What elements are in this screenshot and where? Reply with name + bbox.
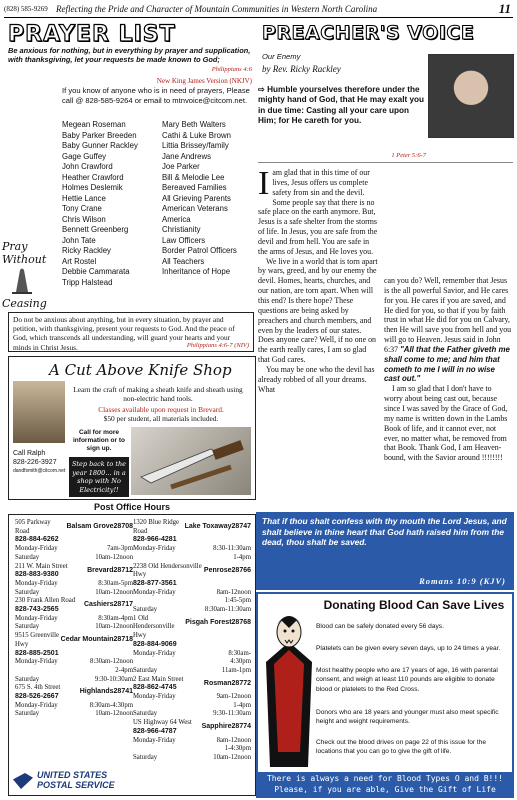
blood-ad-p3: Most healthy people who are 17 years of age, 16 with parental consent, and weigh at least 110 pounds are eligible to donate blood or platelets to the Red Cross. <box>316 667 498 693</box>
pray-without-ceasing-image <box>2 238 47 310</box>
post-office-name-text: Sapphire <box>201 723 232 731</box>
usps-logo <box>13 771 125 793</box>
post-office-hours-row <box>133 710 251 719</box>
post-office-address: 675 S. 4th Street <box>15 684 61 692</box>
post-office-address: 211 W. Main Street <box>15 562 68 570</box>
prayer-name: Inheritance of Hope <box>162 267 231 276</box>
post-office-column-left <box>15 519 133 719</box>
article-col1-p3: You may be one who the devil has already robbed of all your dreams. What <box>258 364 375 394</box>
prayer-name: All Teachers <box>162 256 205 266</box>
post-office-address: 1 Old Hendersonville Hwy <box>133 614 175 640</box>
prayer-name: Heather Crawford <box>62 172 124 182</box>
blood-ad-p5: Check out the blood drives on page 22 of this issue for the locations that you can go to give the gift of life. <box>316 739 487 756</box>
knives-photo <box>131 427 251 495</box>
usps-line1: UNITED STATES <box>37 770 108 780</box>
prayer-name: Jane Andrews <box>162 151 211 161</box>
article-col1-p1: am glad that in this time of our lives, Jesus offers us complete safety from sin and the devil. Some people say that there is no safe place on the earth anymore. But, Jesus is a safe shelter from the storms of life. In Jesus, you are safe from the devil and from hell. You are safe in the arms of Jesus, and He loves you. <box>258 168 378 256</box>
hours-time: 8:30am-4pm <box>98 614 133 622</box>
romans-ref: Romans 10:9 (KJV) <box>419 575 506 586</box>
hours-time: 2-4pm <box>115 666 133 674</box>
prayer-name: Baby Gunner Rackley <box>62 141 138 150</box>
prayer-list-verse-ref: Philippians 4:6 <box>211 66 252 73</box>
romans-text: That if thou shalt confess with thy mouth the Lord Jesus, and shalt believe in thine heart that God hath raised him from the dead, thou shalt be saved. <box>262 516 507 547</box>
post-office-entry <box>15 632 133 684</box>
hours-day: Saturday <box>15 588 40 596</box>
post-office-phone: 828-966-4281 <box>133 536 177 544</box>
hours-time: 10am-12noon <box>95 553 133 561</box>
hours-day: Saturday <box>133 710 158 718</box>
hours-time: 10am-12noon <box>95 623 133 631</box>
hours-day: Saturday <box>15 553 40 561</box>
divider <box>258 162 513 163</box>
post-office-name-text: Rosman <box>203 679 232 687</box>
hours-time: 1:45-5pm <box>224 597 251 605</box>
post-office-name-text: Cedar Mountain <box>60 636 114 644</box>
page-number: 11 <box>498 1 511 16</box>
knife-shop-classes <box>69 405 253 423</box>
post-office-phone: 828-883-9380 <box>15 571 59 579</box>
post-office-hours-row <box>133 597 251 606</box>
prayer-name: Hettie Lance <box>62 193 106 203</box>
eagle-icon <box>13 773 33 789</box>
hours-day: Saturday <box>133 666 158 674</box>
post-office-phone: 828-743-2565 <box>15 606 59 614</box>
post-office-hours-row <box>15 702 133 711</box>
post-office-entry <box>133 563 251 615</box>
preacher-photo <box>428 54 514 138</box>
prayer-name: Joe Parker <box>162 162 200 171</box>
post-office-address: 230 Frank Allen Road <box>15 597 76 605</box>
post-office-entry <box>15 563 133 598</box>
post-office-phone: 828-884-6262 <box>15 536 59 544</box>
hours-time: 8:30-11:30am <box>213 545 251 553</box>
post-office-hours-row <box>15 667 133 676</box>
philippians-text: Do not be anxious about anything, but in every situation, by prayer and petition, with thanksgiving, present your requests to God. And the peace of God, which transcends all understanding, will guard your hearts and your minds in Christ Jesus. <box>13 315 235 352</box>
arrow-icon: ⇨ <box>258 85 268 94</box>
post-office-address: 505 Parkway Road <box>15 519 51 535</box>
prayer-name: Art Rostel <box>62 256 97 266</box>
post-office-hours-row <box>133 606 251 615</box>
hours-time: 8am-12noon <box>216 588 251 596</box>
hours-time: 7am-3pm <box>106 545 133 553</box>
knife-shop-desc: Learn the craft of making a sheath knife and sheath using non-electric hand tools. <box>73 385 243 403</box>
philippians-ref: Philippians 4:6-7 (NIV) <box>186 341 249 349</box>
post-office-zip: 28747 <box>231 523 251 530</box>
article-col1-p2: We live in a world that is torn apart by wars, greed, and by our enemy the devil. Homes, hearts, churches, and our nation, are torn apart. When will this end? Is there hope? These questions are being asked by preachers and church members, and even by the leaders of our states. Does anyone care? Well, if no one on the earth really cares, I am so glad that God cares. <box>258 256 378 365</box>
prayer-name: John Tate <box>62 235 96 245</box>
post-office-hours-row <box>133 589 251 598</box>
hours-time: 10am-12noon <box>213 753 251 761</box>
hours-day: Monday-Friday <box>133 545 176 553</box>
article-column-2 <box>384 276 512 508</box>
post-office-phone: 828-966-4787 <box>133 727 177 735</box>
post-office-zip: 28772 <box>231 679 251 687</box>
craftsman-photo <box>13 381 65 443</box>
blood-ad-p4: Donors who are 18 years and younger must also meet specific height and weight requirements. <box>316 709 499 726</box>
post-office-name-text: Highlands <box>79 688 114 696</box>
post-office-address: 1320 Blue Ridge Road <box>133 519 180 535</box>
hours-day: Saturday <box>15 710 40 718</box>
hours-time: 8:30am- <box>228 649 251 657</box>
post-office-phone: 828-885-2501 <box>15 649 59 657</box>
post-office-hours-row <box>133 745 251 754</box>
blood-ad-p1: Blood can be safely donated every 56 days. <box>316 623 444 630</box>
post-office-name-text: Cashiers <box>83 601 114 609</box>
contact-name: Call Ralph <box>13 450 46 457</box>
hours-time: 1-4pm <box>233 553 251 561</box>
hours-time: 4:30pm <box>230 658 251 666</box>
article-col2-p1: can you do? Well, remember that Jesus is the all powerful Savior, and He cares for you. He cares if you are saved, and He died for you, so that if you by faith trust in what He did for you on Calvary, then He will save you from hell and you will go to Heaven. Jesus said in John 6:37 <box>384 276 512 354</box>
knife-shop-call: Call for more information or to sign up. <box>73 429 125 452</box>
prayer-name: America <box>162 214 191 224</box>
blood-ad-title: Donating Blood Can Save Lives <box>323 598 505 612</box>
post-office-hours-row <box>15 580 133 589</box>
blood-ad-footer-line2: Please, if you are able, Give the Gift of Life <box>274 785 496 794</box>
hours-time: 1-4:30pm <box>224 745 251 753</box>
praying-hands-icon <box>2 266 42 294</box>
vampire-icon <box>264 602 314 772</box>
hours-time: 8am-12noon <box>216 736 251 744</box>
post-office-zip: 28708 <box>113 523 133 530</box>
post-office-hours-row <box>15 710 133 719</box>
hours-day: Monday-Friday <box>15 545 58 553</box>
post-office-column-right <box>133 519 251 763</box>
post-office-address: 2238 Old Hendersonville Hwy <box>133 562 202 579</box>
post-office-zip: 28712 <box>113 566 133 574</box>
post-office-entry <box>15 519 133 563</box>
post-office-zip: 28766 <box>231 566 251 574</box>
header-tagline: Reflecting the Pride and Character of Mountain Communities in Western North Carolina <box>56 4 378 14</box>
prayer-name: Bereaved Families <box>162 183 227 192</box>
prayer-name: Tony Crane <box>62 204 102 213</box>
prayer-name: Bennett Greenberg <box>62 225 129 234</box>
hours-time: 8:30am-4:30pm <box>89 701 133 709</box>
prayer-list-title: PRAYER LIST <box>8 22 176 47</box>
prayer-name: Christianity <box>162 225 201 234</box>
post-office-address: 2 East Main Street <box>133 675 184 683</box>
article-column-1 <box>258 168 378 508</box>
hours-day: Monday-Friday <box>15 658 58 666</box>
prayer-name: Gage Guffey <box>62 151 107 161</box>
prayer-name: Holmes Deslemik <box>62 183 123 192</box>
prayer-list-intro: If you know of anyone who is in need of prayers, Please call @ 828-585-9264 or email to mtnvoice@citcom.net. <box>62 86 250 105</box>
knife-shop-promo: Step back to the year 1800... in a shop with No Electricity!! <box>69 457 129 497</box>
prayer-name: Megean Roseman <box>62 120 126 129</box>
post-office-name-text: Lake Toxaway <box>184 523 232 530</box>
contact-phone: 828-226-3927 <box>13 459 57 466</box>
post-office-entry <box>15 684 133 719</box>
prayer-name: Baby Parker Breeden <box>62 130 137 140</box>
post-office-name-text: Pisgah Forest <box>185 618 232 626</box>
hours-time: 8:30am-11:30am <box>204 606 251 614</box>
romans-box <box>256 512 514 590</box>
contact-email[interactable]: dandfsmith@citcom.net <box>13 468 66 474</box>
post-office-hours-row <box>133 754 251 763</box>
post-office-phone: 828-526-2667 <box>15 693 59 701</box>
post-office-phone: 828-862-4745 <box>133 684 177 692</box>
post-office-address: 9515 Greenville Hwy <box>15 632 59 648</box>
preachers-voice-byline: by Rev. Ricky Rackley <box>262 64 341 74</box>
post-office-hours-row <box>133 667 251 676</box>
blood-ad-footer-line1: There is always a need for Blood Types O and B!!! <box>266 774 503 783</box>
prayer-names-left <box>62 120 138 288</box>
hours-time: 9:30-11:30am <box>213 710 251 718</box>
hours-day: Monday-Friday <box>133 693 176 701</box>
blood-donation-ad <box>256 592 514 798</box>
drop-cap: I <box>258 168 270 202</box>
page-header <box>4 2 513 18</box>
prayer-name: Mary Beth Walters <box>162 120 226 129</box>
post-office-zip: 28768 <box>231 618 251 626</box>
hours-day: Monday-Friday <box>15 701 58 709</box>
prayer-name: American Veterans <box>162 204 228 213</box>
post-office-address: US Highway 64 West <box>133 719 192 727</box>
prayer-name: Border Patrol Officers <box>162 246 237 255</box>
humble-verse <box>258 85 428 126</box>
post-office-hours-row <box>133 737 251 746</box>
hours-day: Saturday <box>133 753 158 761</box>
prayer-name: Littia Brissey/family <box>162 141 229 150</box>
post-office-entry <box>133 719 251 763</box>
post-office-name-text: Brevard <box>87 566 114 574</box>
header-phone: (828) 585-9269 <box>4 5 48 13</box>
prayer-name: Law Officers <box>162 235 206 245</box>
prayer-name: Ricky Rackley <box>62 246 111 255</box>
prayer-name: Chris Wilson <box>62 214 106 224</box>
post-office-entry <box>133 519 251 563</box>
prayer-names-right <box>162 120 237 278</box>
knife-shop-classes-text: Classes available upon request in Brevard. <box>98 405 224 414</box>
post-office-name-text: Penrose <box>203 566 232 574</box>
post-office-entry <box>133 676 251 720</box>
blood-ad-footer <box>258 772 512 796</box>
hours-day: Saturday <box>15 623 40 631</box>
prayer-name: All Grieving Parents <box>162 193 231 203</box>
post-office-hours-row <box>15 615 133 624</box>
post-office-hours-row <box>133 650 251 659</box>
preachers-voice-subtitle: Our Enemy <box>262 52 301 61</box>
humble-verse-text: Humble yourselves therefore under the mighty hand of God, that He may exalt you in due time: Casting all your care upon Him; for He careth for you. <box>258 85 425 125</box>
hours-time: 8:30am-5pm <box>98 579 133 587</box>
post-office-hours-row <box>15 589 133 598</box>
knife-shop-ad <box>8 356 256 500</box>
hours-time: 10am-12noon <box>95 588 133 596</box>
humble-verse-ref: 1 Peter 5:6-7 <box>391 152 426 159</box>
hours-time: 9:30-10:30am <box>94 675 133 683</box>
blood-ad-p2: Platelets can be given every seven days, up to 24 times a year. <box>316 645 501 652</box>
post-office-hours-row <box>15 554 133 563</box>
prayer-name: Bill & Melodie Lee <box>162 172 225 182</box>
post-office-phone: 828-884-9069 <box>133 640 177 648</box>
post-office-phone: 828-877-3561 <box>133 579 177 587</box>
post-office-zip: 28741 <box>113 688 133 696</box>
knife-shop-contact <box>13 449 65 476</box>
post-office-hours-row <box>133 545 251 554</box>
hours-time: 8:30am-12noon <box>89 658 133 666</box>
hours-day: Monday-Friday <box>133 736 176 744</box>
knife-shop-price: $50 per student, all materials included. <box>103 414 219 423</box>
prayer-list-verse: Be anxious for nothing, but in everything by prayer and supplication, with thanksgiving, let your requests be made known to God; <box>8 46 251 64</box>
preachers-voice-title: PREACHER'S VOICE <box>262 22 475 44</box>
post-office-hours-row <box>133 693 251 702</box>
post-office-title: Post Office Hours <box>93 502 170 512</box>
post-office-hours-row <box>133 702 251 711</box>
post-office-hours-row <box>15 658 133 667</box>
post-office-hours-row <box>133 658 251 667</box>
post-office-hours-row <box>15 676 133 685</box>
hours-time: 10am-12noon <box>95 710 133 718</box>
post-office-zip: 28718 <box>113 636 133 644</box>
prayer-name: Cathi & Luke Brown <box>162 130 231 140</box>
hours-day: Monday-Friday <box>15 614 58 622</box>
post-office-hours-row <box>133 554 251 563</box>
post-office-zip: 28774 <box>231 723 251 731</box>
pray-image-line2: Ceasing <box>2 297 47 310</box>
philippians-box <box>8 312 254 352</box>
usps-line2: POSTAL SERVICE <box>37 779 115 790</box>
hours-time: 1-4pm <box>233 701 251 709</box>
post-office-entry <box>133 615 251 676</box>
hours-day: Monday-Friday <box>15 579 58 587</box>
post-office-entry <box>15 597 133 632</box>
hours-day: Monday-Friday <box>133 649 176 657</box>
prayer-name: Debbie Cammarata <box>62 267 130 276</box>
post-office-hours-row <box>15 623 133 632</box>
article-col2-quote: "All that the Father giveth me shall come to me; and him that cometh to me I will in no wise cast out." <box>384 344 510 384</box>
post-office-box <box>8 514 256 796</box>
knife-icon <box>131 427 251 495</box>
hours-time: 9am-12noon <box>216 693 251 701</box>
post-office-name-text: Balsam Grove <box>66 523 114 530</box>
pray-image-line1: Pray Without <box>2 240 47 266</box>
hours-day: Monday-Friday <box>133 588 176 596</box>
post-office-zip: 28717 <box>113 601 133 609</box>
prayer-name: Tripp Halstead <box>62 277 113 287</box>
hours-time: 11am-1pm <box>221 666 251 674</box>
article-col2-p2: I am so glad that I don't have to worry about being cast out, because since I was saved by the Grace of God, my name is written down in the Lambs Book of life, and it cannot ever, not ever, no matter what, be removed from that Book. Thank God, I am Heaven-bound, with the Savior around !!!!!!!! <box>384 384 508 463</box>
post-office-hours-row <box>15 545 133 554</box>
prayer-list-version: New King James Version (NKJV) <box>156 77 252 85</box>
hours-day: Saturday <box>15 675 40 683</box>
knife-shop-title: A Cut Above Knife Shop <box>49 361 232 379</box>
prayer-name: John Crawford <box>62 162 113 171</box>
hours-day: Saturday <box>133 606 158 614</box>
